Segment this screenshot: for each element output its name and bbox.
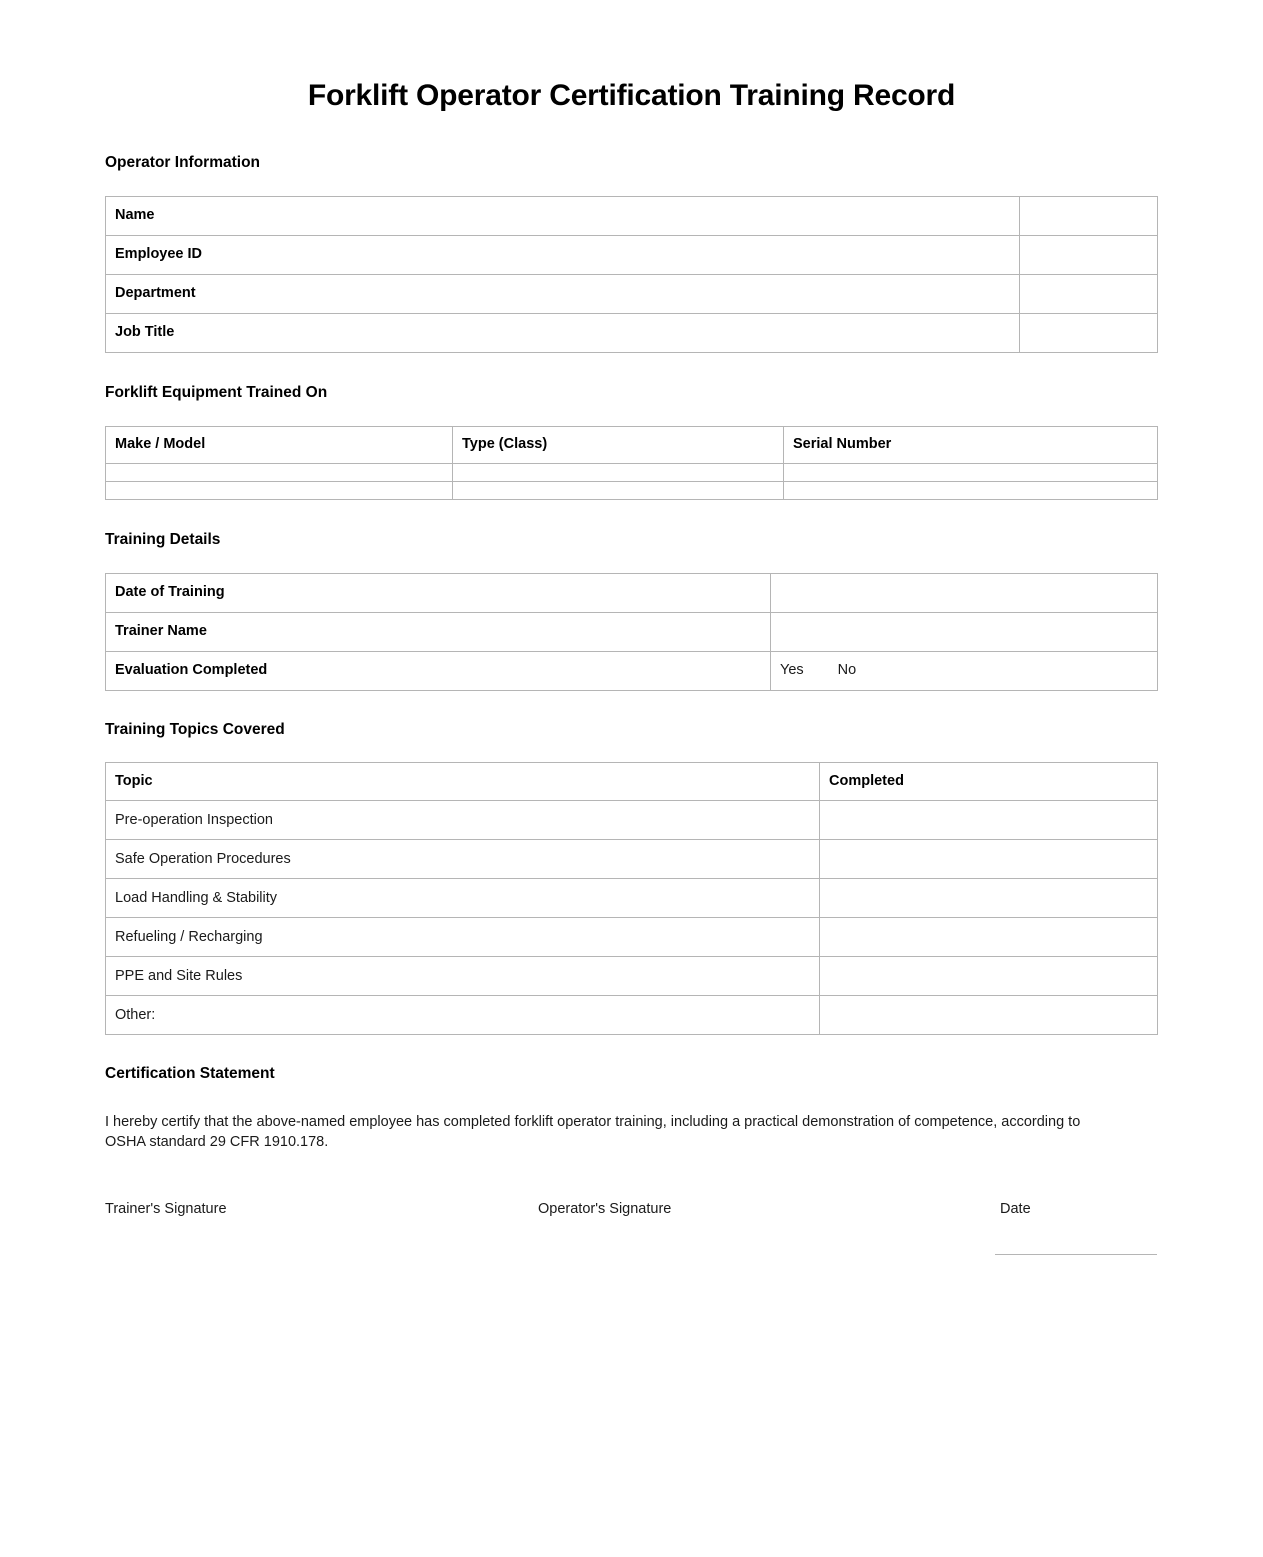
equipment-table: [105, 426, 1158, 500]
section-heading-training-details: Training Details: [105, 531, 221, 549]
equipment-cell-make-model[interactable]: [106, 482, 453, 500]
table-row: [106, 235, 1158, 274]
topic-label-other: Other:: [106, 996, 820, 1035]
row-value-employee-id[interactable]: [1020, 235, 1158, 274]
column-header-type-class: Type (Class): [453, 427, 784, 464]
section-heading-operator-information: Operator Information: [105, 154, 261, 171]
section-heading-equipment: Forklift Equipment Trained On: [105, 383, 328, 401]
topic-label-load-handling-stability: Load Handling & Stability: [106, 879, 820, 918]
row-value-department[interactable]: [1020, 274, 1158, 313]
equipment-cell-serial-number[interactable]: [784, 482, 1158, 500]
table-row: [106, 573, 1158, 612]
row-value-trainer-name[interactable]: [771, 612, 1158, 651]
table-header-row: [106, 427, 1158, 464]
training-details-table: [105, 573, 1158, 691]
evaluation-options: [780, 662, 1148, 679]
table-row: [106, 996, 1158, 1035]
topic-completed-refueling-recharging[interactable]: [820, 918, 1158, 957]
row-label-department: Department: [106, 274, 1020, 313]
topic-completed-ppe-and-site-rules[interactable]: [820, 957, 1158, 996]
row-label-trainer-name: Trainer Name: [106, 612, 771, 651]
table-row: [106, 879, 1158, 918]
topic-label-refueling-recharging: Refueling / Recharging: [106, 918, 820, 957]
topic-completed-safe-operation-procedures[interactable]: [820, 840, 1158, 879]
table-row: [106, 840, 1158, 879]
equipment-cell-serial-number[interactable]: [784, 464, 1158, 482]
table-row: [106, 196, 1158, 235]
row-value-job-title[interactable]: [1020, 313, 1158, 352]
equipment-cell-type-class[interactable]: [453, 464, 784, 482]
column-header-completed: Completed: [820, 763, 1158, 801]
row-label-name: Name: [106, 196, 1020, 235]
table-row: [106, 313, 1158, 352]
row-label-employee-id: Employee ID: [106, 235, 1020, 274]
table-row: [106, 957, 1158, 996]
row-value-evaluation-completed: [771, 651, 1158, 690]
column-header-make-model: Make / Model: [106, 427, 453, 464]
table-row: [106, 918, 1158, 957]
row-value-name[interactable]: [1020, 196, 1158, 235]
table-row: [106, 651, 1158, 690]
equipment-cell-type-class[interactable]: [453, 482, 784, 500]
signature-row: [105, 1167, 1158, 1231]
certification-statement-text: I hereby certify that the above-named employee has completed forklift operator training, including a practical demonstration of competence, according to OSHA standard 29 CFR 1910.178.: [105, 1114, 1081, 1151]
topic-completed-load-handling-stability[interactable]: [820, 879, 1158, 918]
date-label: Date: [1000, 1200, 1031, 1217]
column-header-topic: Topic: [106, 763, 820, 801]
topic-label-pre-operation-inspection: Pre-operation Inspection: [106, 801, 820, 840]
section-heading-topics: Training Topics Covered: [105, 720, 285, 738]
table-row: [106, 801, 1158, 840]
training-topics-table: [105, 762, 1158, 1035]
row-label-job-title: Job Title: [106, 313, 1020, 352]
topic-completed-other[interactable]: [820, 996, 1158, 1035]
topic-label-ppe-and-site-rules: PPE and Site Rules: [106, 957, 820, 996]
topic-completed-pre-operation-inspection[interactable]: [820, 801, 1158, 840]
date-signature-line[interactable]: [995, 1254, 1157, 1255]
section-heading-certification: Certification Statement: [105, 1065, 275, 1083]
trainer-signature-label: Trainer's Signature: [105, 1200, 227, 1217]
evaluation-option-yes[interactable]: Yes: [780, 662, 804, 679]
table-header-row: [106, 763, 1158, 801]
row-label-evaluation-completed: Evaluation Completed: [106, 651, 771, 690]
table-row: [106, 612, 1158, 651]
operator-signature-label: Operator's Signature: [538, 1200, 672, 1217]
table-row: [106, 464, 1158, 482]
page-title: Forklift Operator Certification Training Record: [307, 79, 956, 112]
evaluation-option-no[interactable]: No: [837, 662, 857, 679]
equipment-cell-make-model[interactable]: [106, 464, 453, 482]
table-row: [106, 274, 1158, 313]
row-value-date-of-training[interactable]: [771, 573, 1158, 612]
operator-information-table: [105, 196, 1158, 353]
column-header-serial-number: Serial Number: [784, 427, 1158, 464]
table-row: [106, 482, 1158, 500]
topic-label-safe-operation-procedures: Safe Operation Procedures: [106, 840, 820, 879]
row-label-date-of-training: Date of Training: [106, 573, 771, 612]
